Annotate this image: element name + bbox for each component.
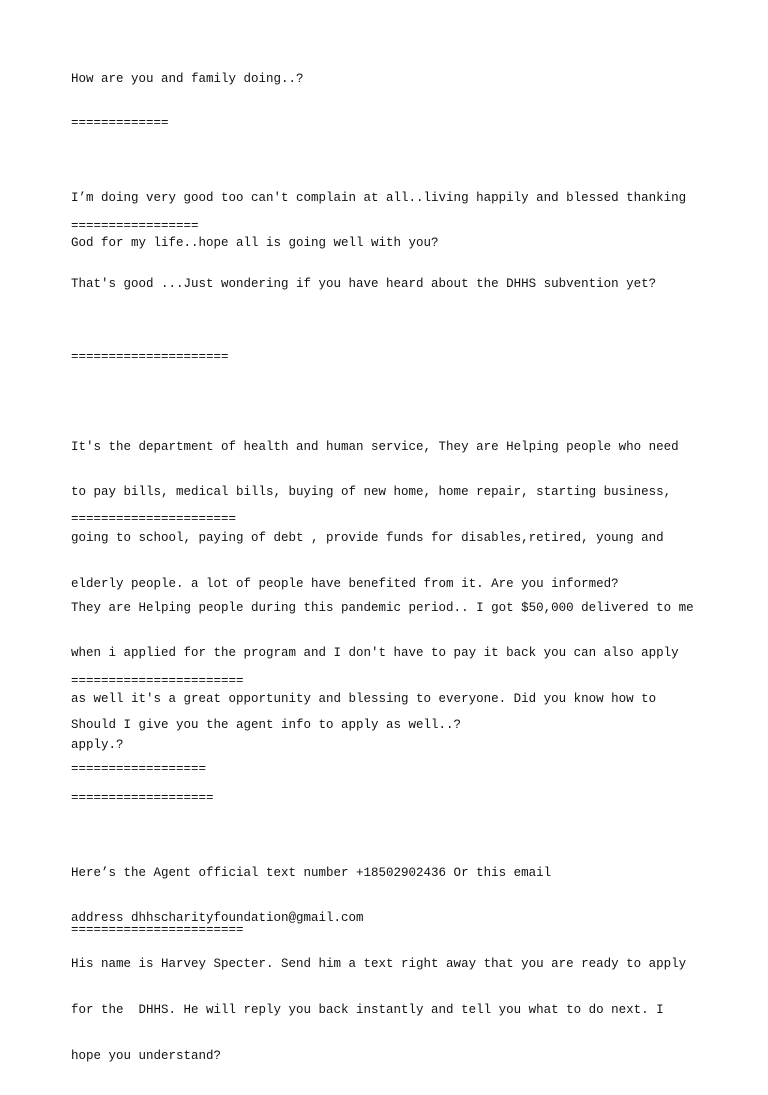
- text-line: when i applied for the program and I don't have to pay it back you can also apply: [71, 646, 679, 661]
- text-line: It's the department of health and human service, They are Helping people who need: [71, 439, 679, 454]
- text-line: address dhhscharityfoundation@gmail.com: [71, 911, 364, 926]
- text-line: They are Helping people during this pandemic period.. I got $50,000 delivered to me: [71, 600, 694, 615]
- separator-line: =================: [71, 219, 199, 233]
- separator-line: =======================: [71, 923, 244, 937]
- separator-line: ===================: [71, 791, 214, 805]
- greeting-line: How are you and family doing..?: [71, 72, 304, 86]
- text-line: hope you understand?: [71, 1049, 222, 1064]
- separator-line: ==================: [71, 762, 207, 776]
- text-line: going to school, paying of debt , provide funds for disables,retired, young and: [71, 531, 664, 546]
- text-line: I’m doing very good too can't complain at all..living happily and blessed thanking: [71, 190, 687, 205]
- separator-line: =============: [71, 116, 169, 130]
- agent-question-line: Should I give you the agent info to apply as well..?: [71, 718, 462, 732]
- text-line: as well it's a great opportunity and blessing to everyone. Did you know how to: [71, 692, 657, 707]
- separator-line: ======================: [71, 512, 237, 526]
- text-line: God for my life..hope all is going well with you?: [71, 236, 439, 251]
- text-line: apply.?: [71, 738, 124, 753]
- text-line: elderly people. a lot of people have benefited from it. Are you informed?: [71, 577, 619, 592]
- separator-line: =======================: [71, 674, 244, 688]
- dhhs-question-line: That's good ...Just wondering if you have heard about the DHHS subvention yet?: [71, 277, 657, 291]
- text-line: for the DHHS. He will reply you back instantly and tell you what to do next. I: [71, 1003, 664, 1018]
- text-line: His name is Harvey Specter. Send him a text right away that you are ready to apply: [71, 957, 687, 972]
- contact-paragraph: [71, 835, 711, 1095]
- separator-line: =====================: [71, 350, 229, 364]
- text-line: to pay bills, medical bills, buying of new home, home repair, starting business,: [71, 485, 672, 500]
- text-line: Here’s the Agent official text number +18502902436 Or this email: [71, 865, 552, 880]
